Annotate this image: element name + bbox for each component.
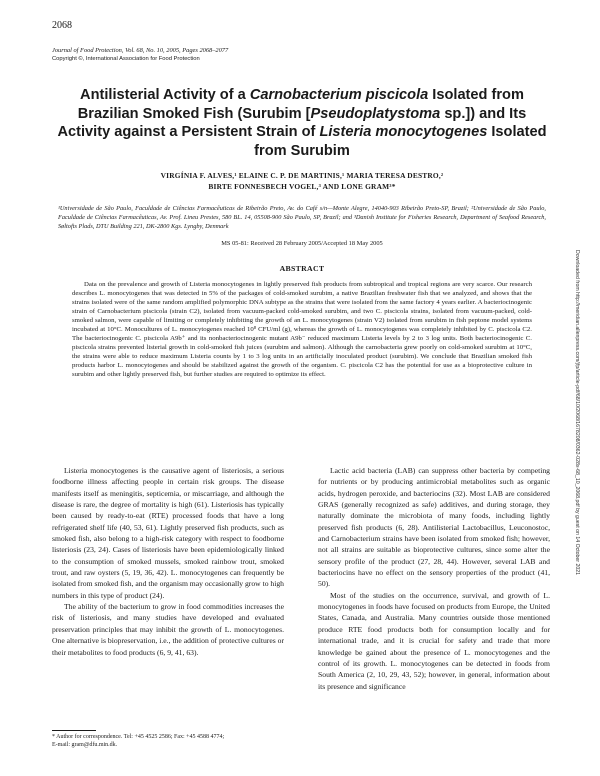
author-line-1: VIRGÍNIA F. ALVES,¹ ELAINE C. P. DE MARTINIS,¹ MARIA TERESA DESTRO,² [160,171,444,180]
title-italic-1: Carnobacterium piscicola [249,87,429,103]
title-text-4: Isolated from Surubim [254,124,547,159]
title-italic-2: Pseudoplatystoma [310,105,441,122]
abstract-heading: ABSTRACT [279,264,325,273]
copyright-notice: Copyright ©, International Association for Food Protection [52,56,200,62]
body-column-left [52,465,284,658]
title-text-2: Isolated from Brazilian Smoked Fish (Surubim [ [77,87,524,122]
body-column-right [318,465,550,692]
journal-citation: Journal of Food Protection, Vol. 68, No. 10, 2005, Pages 2068–2077 [52,47,229,54]
download-watermark-text: Downloaded from http://meridian.allenpress.com/jfp/article-pdf/68/10/2068/1678208/0362-028x-68_10_2068.pdf by guest on 14 October 2021 [574,250,580,576]
correspondence-footnote [52,733,284,749]
page-number: 2068 [52,20,72,31]
abstract-text: Data on the prevalence and growth of Listeria monocytogenes in lightly preserved fish products from subtropical and tropical regions are very scarce. Our research describes L. monocytogenes that was detected in 5% of the packages of cold-smoked surubim, a native Brazilian freshwater fish that we analyzed, and shows that the strains isolated were of the same random amplified polymorphic DNA subtype as the strains that were isolated from the same factory 4 years earlier. A bacteriocinogenic strain of Carnobacterium piscicola (strain C2), isolated from vacuum-packed cold-smoked surubim, and two C. piscicola strains, isolated from vacuum-packed, cold-smoked salmon, were capable of limiting or completely inhibiting the growth of an L. monocytogenes (strain V2) isolated from surubim in fish peptone model systems incubated at 10°C. Monocultures of L. monocytogenes reached 10⁸ CFU/ml (g), whereas the growth of L. monocytogenes was completely inhibited by C. piscicola C2. The bacteriocinogenic C. piscicola A9b⁺ and its nonbacteriocinogenic mutant A9b⁻ reduced maximum Listeria levels by 2 to 3 log units. Both bacteriocinogenic C. piscicola strains prevented listerial growth in cold-smoked fish juices (surubim and salmon). Although the carnobacteria grew poorly on cold-smoked surubim at 10°C, the strains were able to reduce maximum Listeria counts by 1 to 3 log units in an artificially inoculated product (surubim). We conclude that Brazilian smoked fish products harbor L. monocytogenes and should be stabilized against the growth of the organism. C. piscicola C2 has the potential for use as a bioprotective culture in surubim and other lightly preserved fish, but further studies are required to optimize its effect. [72,281,532,379]
article-title [52,86,552,160]
affiliations: ¹Universidade de São Paulo, Faculdade de Ciências Farmacêuticas de Ribeirão Preto, Av. do Café s/n—Monte Alegre, 14040-903 Ribeirão Preto-SP, Brazil; ²Universidade de São Paulo, Faculdade de Ciências Farmacêuticas, Av. Prof. Lineu Prestes, 580 BL. 14, 05508-900 São Paulo, SP, Brazil; and ³Danish Institute for Fisheries Research, Department of Seafood Research, Søltofts Plads, DTU Building 221, DK-2800 Kgs. Lyngby, Denmark [58,205,546,230]
footnote-divider [52,730,96,731]
footnote-line-2: E-mail: gram@dfu.min.dk. [52,742,118,748]
download-watermark [572,250,582,770]
body-paragraph: Lactic acid bacteria (LAB) can suppress other bacteria by competing for nutrients or by producing antimicrobial metabolites such as organic acids, hydrogen peroxide, and bacteriocins (32). Most LAB are considered GRAS (generally recognized as safe) additives, and during storage, they naturally dominate the microbiota of many foods, including lightly preserved fish products (6, 28). Antilisterial Lactobacillus, Leuconostoc, and Carnobacterium strains have been isolated from smoked fish; however, not all strains are suitable as bioprotective cultures, since some alter the sensory profile of the product (27, 28, 44). However, several LAB and bacteriocins have no effect on the sensory properties of the product (41, 50). [318,466,550,589]
author-list [52,170,552,192]
received-dates: MS 05-81: Received 28 February 2005/Accepted 18 May 2005 [221,240,383,247]
body-paragraph: The ability of the bacterium to grow in food commodities increases the risk of listeriosis, and many studies have developed and evaluated preservation principles that may inhibit the growth of L. monocytogenes. One alternative is biopreservation, i.e., the addition of protective cultures or their metabolites to food products (6, 9, 41, 63). [52,602,284,657]
body-paragraph: Listeria monocytogenes is the causative agent of listeriosis, a serious foodborne illness affecting people in certain risk groups. The disease manifests itself as meningitis, septicemia, or miscarriage, and although the disease is rare, the degree of mortality is high (61). Listeriosis has typically been caused by ready-to-eat (RTE) processed foods that have a long refrigerated shelf life (40, 53, 61). Lightly preserved fish products, such as smoked fish, also belong to a high-risk category with respect to foodborne listeriosis (23, 24). Cases of listeriosis have been epidemiologically linked to the consumption of smoked mussels, smoked rainbow trout, smoked trout, and raw oysters (5, 19, 36, 42). L. monocytogenes can frequently be isolated from smoked fish, and the organism may occasionally grow to high numbers in this type of product (24). [52,466,285,600]
footnote-line-1: * Author for correspondence. Tel: +45 4525 2586; Fax: +45 4588 4774; [52,734,225,740]
title-italic-3: Listeria monocytogenes [319,124,488,141]
title-text-1: Antilisterial Activity of a [80,87,250,103]
author-line-2: BIRTE FONNESBECH VOGEL,³ AND LONE GRAM³* [208,182,396,191]
title-text-3: sp.]) and Its Activity against a Persistent Strain of [57,105,527,141]
body-paragraph: Most of the studies on the occurrence, survival, and growth of L. monocytogenes in foods have focused on products from Europe, the United States, Canada, and Australia. Many countries outside those mentioned produce RTE food products both for consumption locally and for international trade, and it is crucial for safety and trade that more knowledge be gained about the presence of L. monocytogenes and the control of its growth. L. monocytogenes can be detected in foods from South America (2, 10, 29, 43, 52); however, in general, information about its presence and significance [318,590,550,691]
